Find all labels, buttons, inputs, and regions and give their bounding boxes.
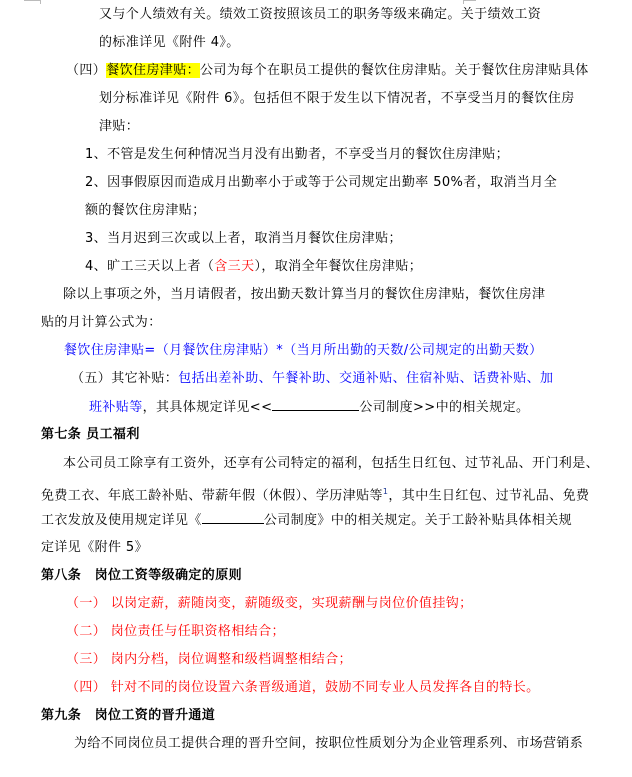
principle-item: （二） 岗位责任与任职资格相结合； xyxy=(66,624,285,639)
paragraph-line: 的标准详见《附件 4》。 xyxy=(99,35,240,50)
section-label: （五）其它补贴： xyxy=(71,371,179,386)
blank-underline xyxy=(272,398,359,411)
text: 免费工衣、年底工龄补贴、带薪年假（休假）、学历津贴等 xyxy=(41,488,383,504)
highlighted-term: 餐饮住房津贴： xyxy=(106,63,201,78)
blue-text: 班补贴等 xyxy=(89,400,143,415)
section-4-heading xyxy=(66,62,589,80)
principle-item: （四） 针对不同的岗位设置六条晋级通道，鼓励不同专业人员发挥各自的特长。 xyxy=(66,680,540,695)
list-item: 2、因事假原因而造成月出勤率小于或等于公司规定出勤率 50%者，取消当月全 xyxy=(85,175,558,190)
text: ，其中生日红包、过节礼品、免费 xyxy=(388,488,590,504)
footnote-ref[interactable]: 1 xyxy=(382,487,389,496)
list-item: 1、不管是发生何种情况当月没有出勤者，不享受当月的餐饮住房津贴； xyxy=(85,147,510,162)
paragraph-line: 津贴： xyxy=(99,119,140,134)
text: ，其具体规定详见<< xyxy=(142,400,273,415)
paragraph-line xyxy=(41,511,572,530)
principle-item: （三） 岗内分档，岗位调整和级档调整相结合； xyxy=(66,652,352,667)
section-number: （四） xyxy=(66,63,107,78)
paragraph-line: 定详见《附件 5》 xyxy=(41,540,149,555)
blue-text: 包括出差补助、午餐补助、交通补贴、住宿补贴、话费补贴、加 xyxy=(178,371,554,386)
item-text: 4、旷工三天以上者（ xyxy=(85,259,215,274)
list-item xyxy=(85,258,422,276)
paragraph-line: 本公司员工除享有工资外，还享有公司特定的福利，包括生日红包、过节礼品、开门利是、 xyxy=(63,456,600,471)
paragraph-line: 又与个人绩效有关。绩效工资按照该员工的职务等级来确定。关于绩效工资 xyxy=(99,7,542,22)
list-item: 3、当月迟到三次或以上者，取消当月餐饮住房津贴； xyxy=(85,231,402,246)
paragraph-line: 除以上事项之外，当月请假者，按出勤天数计算当月的餐饮住房津贴，餐饮住房津 xyxy=(63,287,546,302)
formula: 餐饮住房津贴=（月餐饮住房津贴）*（当月所出勤的天数/公司规定的出勤天数） xyxy=(64,343,543,358)
margin-mark-right-v xyxy=(463,0,464,4)
item-text: ），取消全年餐饮住房津贴； xyxy=(254,259,423,274)
blank-underline xyxy=(202,511,264,524)
margin-mark-left xyxy=(24,0,41,1)
section-5-heading xyxy=(71,370,553,388)
paragraph-line: 划分标准详见《附件 6》。包括但不限于发生以下情况者，不享受当月的餐饮住房 xyxy=(99,91,575,106)
principle-item: （一） 以岗定薪，薪随岗变，薪随级变，实现薪酬与岗位价值挂钩； xyxy=(66,596,473,611)
article-7-title: 第七条 员工福利 xyxy=(41,427,140,442)
margin-mark-left-v xyxy=(40,0,41,4)
text: 公司制度>>中的相关规定。 xyxy=(359,400,530,415)
article-8-title: 第八条 岗位工资等级确定的原则 xyxy=(41,568,243,583)
paragraph-line xyxy=(41,483,589,505)
paragraph-line xyxy=(89,398,529,417)
section-text: 公司为每个在职员工提供的餐饮住房津贴。关于餐饮住房津贴具体 xyxy=(200,63,589,78)
paragraph-line: 贴的月计算公式为： xyxy=(41,315,162,330)
list-item-continued: 额的餐饮住房津贴； xyxy=(85,203,206,218)
text: 工衣发放及使用规定详见《 xyxy=(41,513,202,528)
margin-mark-right xyxy=(463,0,476,1)
paragraph-line: 为给不同岗位员工提供合理的晋升空间，按职位性质划分为企业管理系列、市场营销系 xyxy=(74,736,584,751)
article-9-title: 第九条 岗位工资的晋升通道 xyxy=(41,708,216,723)
text: 公司制度》中的相关规定。关于工龄补贴具体相关规 xyxy=(263,513,573,528)
red-text: 含三天 xyxy=(214,259,255,274)
